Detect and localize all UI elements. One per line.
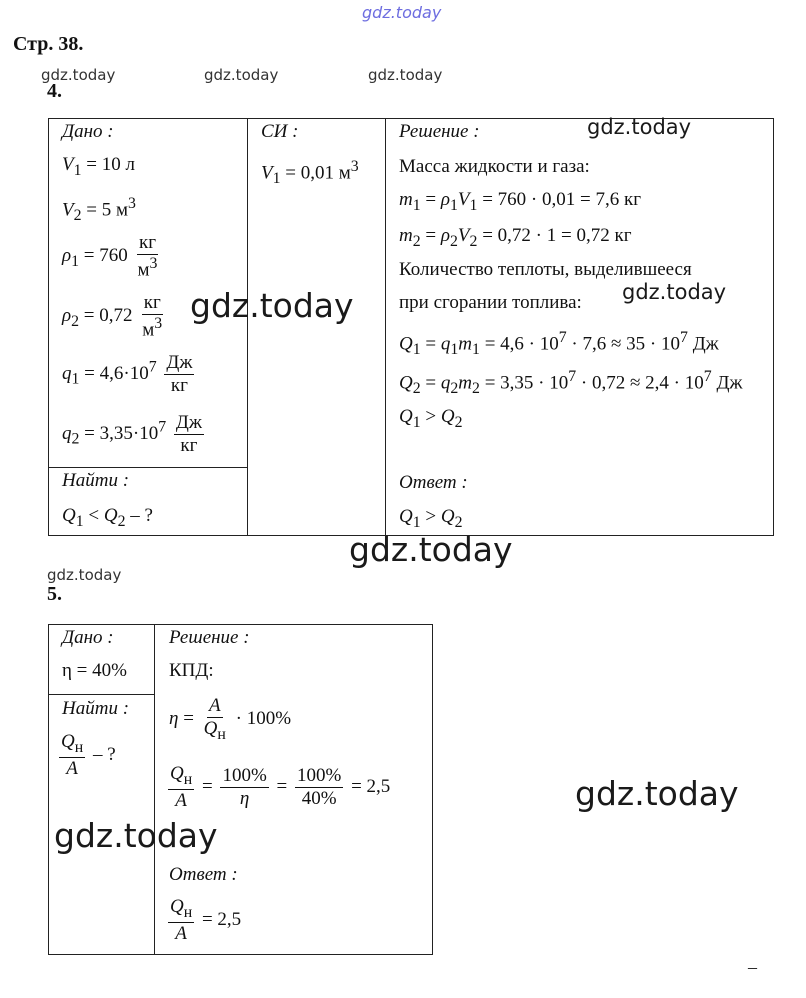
task5-find-expr: $\frac{Q_н}{A}$ – ? — [61, 731, 116, 780]
task5-eq-ratio: $\frac{Q_н}{A}$ = $\frac{100\%}{\eta}$ = $\frac{100\%}{40\%}$ = 2,5 — [170, 763, 391, 812]
task4-answer-title: Ответ : — [399, 472, 468, 493]
watermark: gdz.today — [622, 280, 727, 304]
task5-find-title: Найти : — [62, 698, 130, 719]
task4-compare: $Q_1 > Q_2$ — [399, 406, 463, 431]
watermark: gdz.today — [41, 66, 116, 84]
watermark: gdz.today — [190, 286, 354, 325]
task5-given-eta: η = 40% — [62, 660, 127, 681]
task4-given-rho2: $\rho_2 = 0,72$ $\frac{кг}{м^3}$ — [62, 292, 163, 341]
task4-si-v1: $V_1 = 0,01$ $м^3$ — [261, 158, 359, 188]
task5-kpd: КПД: — [169, 660, 214, 681]
watermark: gdz.today — [47, 566, 122, 584]
task4-solution-title: Решение : — [399, 121, 480, 142]
footer-dash: – — [748, 957, 757, 977]
watermark: gdz.today — [368, 66, 443, 84]
task4-given-rho1: $\rho_1 = 760$ $\frac{кг}{м^3}$ — [62, 232, 158, 281]
task5-solution-title: Решение : — [169, 627, 250, 648]
task4-given-q1: $q_1 = 4,6\cdot 10^7$ $\frac{Дж}{кг}$ — [62, 352, 193, 396]
task5-answer: $\frac{Q_н}{A}$ = 2,5 — [170, 896, 242, 945]
task4-given-q2: $q_2 = 3,35\cdot 10^7$ $\frac{Дж}{кг}$ — [62, 412, 202, 456]
task4-si-title: СИ : — [261, 121, 299, 142]
watermark-top: gdz.today — [362, 3, 442, 22]
task4-text-heat2: при сгорании топлива: — [399, 292, 582, 313]
task4-given-v1: $V_1 = 10$ л — [62, 154, 135, 179]
task4-find-title: Найти : — [62, 470, 130, 491]
watermark: gdz.today — [54, 816, 218, 855]
page-reference: Стр. 38. — [13, 33, 84, 55]
watermark: gdz.today — [587, 115, 692, 139]
task4-given-title: Дано : — [62, 121, 114, 142]
task5-given-title: Дано : — [62, 627, 114, 648]
task5-eq-eta: η = $\frac{A}{Q_н}$ · 100% — [169, 695, 292, 743]
task4-text-mass: Масса жидкости и газа: — [399, 156, 590, 177]
task4-eq-m2: $m_2 = \rho_2V_2 = 0,72 \cdot 1 = 0,72$ кг — [399, 225, 632, 250]
watermark: gdz.today — [204, 66, 279, 84]
task4-eq-q2: $Q_2 = q_2m_2 = 3,35 \cdot 10^7 \cdot 0,72 \approx 2,4 \cdot 10^7$ Дж — [399, 368, 743, 398]
watermark: gdz.today — [575, 774, 739, 813]
task5-answer-title: Ответ : — [169, 864, 238, 885]
task5-number: 5. — [47, 583, 62, 605]
watermark: gdz.today — [349, 530, 513, 569]
task4-number: 4. — [47, 80, 62, 102]
task4-find-expr: $Q_1 < Q_2$ – ? — [62, 505, 153, 530]
task4-eq-q1: $Q_1 = q_1m_1 = 4,6 \cdot 10^7 \cdot 7,6 \approx 35 \cdot 10^7$ Дж — [399, 329, 719, 359]
task4-answer: $Q_1 > Q_2$ — [399, 506, 463, 531]
task4-eq-m1: $m_1 = \rho_1V_1 = 760 \cdot 0,01 = 7,6$ кг — [399, 189, 641, 214]
task4-text-heat1: Количество теплоты, выделившееся — [399, 259, 692, 280]
task4-given-v2: $V_2 = 5$ $м^3$ — [62, 195, 136, 225]
